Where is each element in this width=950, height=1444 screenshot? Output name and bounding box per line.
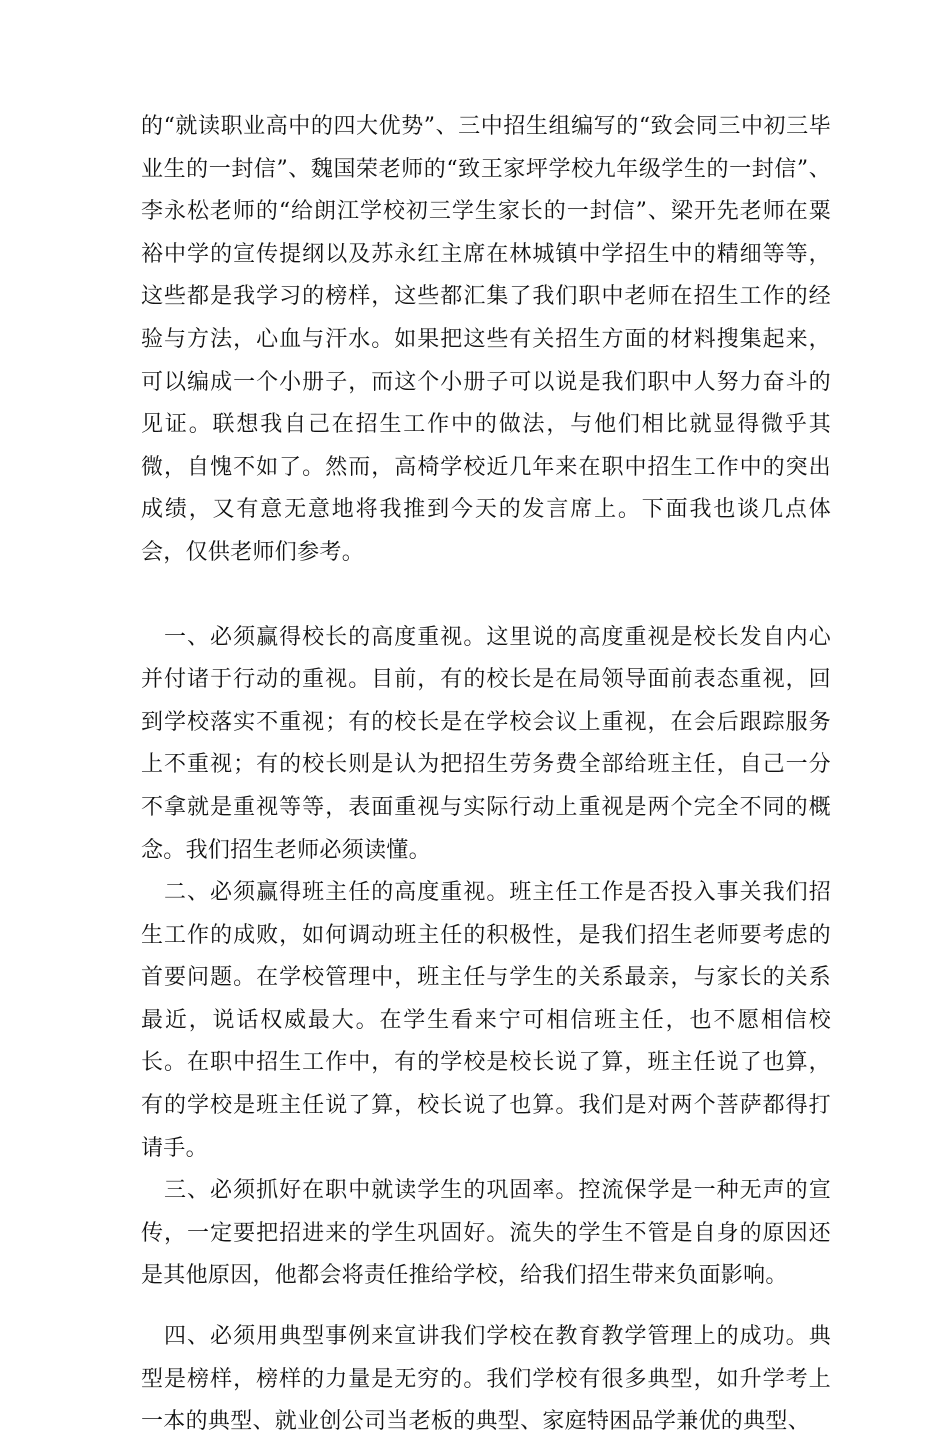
paragraph-intro-continued: 的“就读职业高中的四大优势”、三中招生组编写的“致会同三中初三毕业生的一封信”、魏国荣老师的“致王家坪学校九年级学生的一封信”、李永松老师的“给朗江学校初三学生家长的一封信”、梁开先老师在粟裕中学的宣传提纲以及苏永红主席在林城镇中学招生中的精细等等，这些都是我学习的榜样，这些都汇集了我们职中老师在招生工作的经验与方法，心血与汗水。如果把这些有关招生方面的材料搜集起来，可以编成一个小册子，而这个小册子可以说是我们职中人努力奋斗的见证。联想我自己在招生工作中的做法，与他们相比就显得微乎其微，自愧不如了。然而，高椅学校近几年来在职中招生工作中的突出成绩，又有意无意地将我推到今天的发言席上。下面我也谈几点体会，仅供老师们参考。 <box>141 114 831 565</box>
paragraph-point-two: 二、必须赢得班主任的高度重视。班主任工作是否投入事关我们招生工作的成败，如何调动班主任的积极性，是我们招生老师要考虑的首要问题。在学校管理中，班主任与学生的关系最亲，与家长的关系最近，说话权威最大。在学生看来宁可相信班主任，也不愿相信校长。在职中招生工作中，有的学校是校长说了算，班主任说了也算，有的学校是班主任说了算，校长说了也算。我们是对两个菩萨都得打请手。 <box>141 880 831 1161</box>
paragraph-point-four: 四、必须用典型事例来宣讲我们学校在教育教学管理上的成功。典型是榜样，榜样的力量是无穷的。我们学校有很多典型，如升学考上一本的典型、就业创公司当老板的典型、家庭特困品学兼优的典型、 <box>141 1324 831 1435</box>
paragraph-point-one: 一、必须赢得校长的高度重视。这里说的高度重视是校长发自内心并付诸于行动的重视。目前，有的校长是在局领导面前表态重视，回到学校落实不重视；有的校长是在学校会议上重视，在会后跟踪服务上不重视；有的校长则是认为把招生劳务费全部给班主任，自己一分不拿就是重视等等，表面重视与实际行动上重视是两个完全不同的概念。我们招生老师必须读懂。 <box>141 624 831 863</box>
document-body <box>141 106 831 1444</box>
paragraph-point-three: 三、必须抓好在职中就读学生的巩固率。控流保学是一种无声的宣传，一定要把招进来的学生巩固好。流失的学生不管是自身的原因还是其他原因，他都会将责任推给学校，给我们招生带来负面影响。 <box>141 1178 831 1289</box>
